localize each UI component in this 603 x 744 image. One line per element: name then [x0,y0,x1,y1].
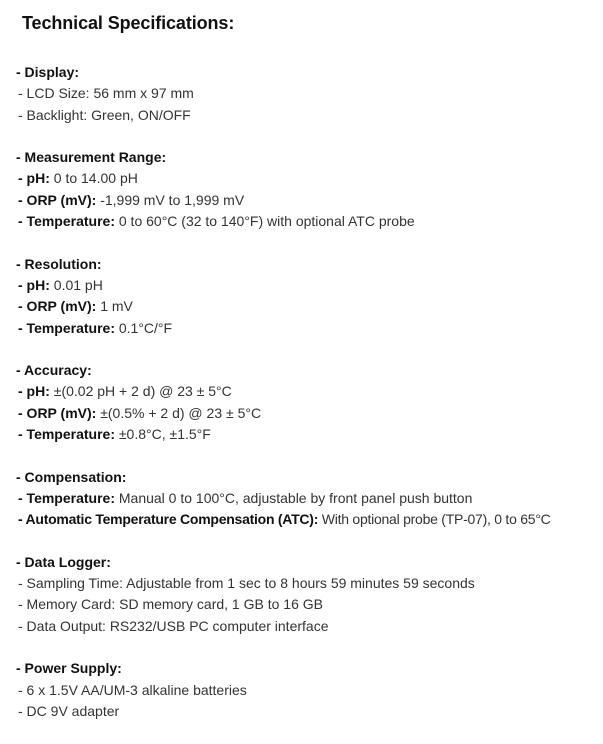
spec-item [16,275,601,296]
spec-value: - Memory Card: SD memory card, 1 GB to 16 GB [18,596,323,613]
spec-item [16,83,601,104]
section-power-supply [16,658,601,722]
page-title: Technical Specifications: [22,13,235,33]
section-heading: - Accuracy: [16,362,92,379]
spec-value: - Data Output: RS232/USB PC computer interface [18,617,329,634]
spec-item [16,573,601,594]
section-heading: - Power Supply: [16,660,122,677]
spec-label: - Temperature: [18,426,115,443]
spec-value: ±(0.5% + 2 d) @ 23 ± 5°C [96,404,262,421]
spec-item [16,488,601,509]
spec-label: - Automatic Temperature Compensation (ATC): [18,511,319,528]
section-heading: - Resolution: [16,255,102,272]
spec-value: - 6 x 1.5V AA/UM-3 alkaline batteries [18,681,247,698]
spec-item [16,616,601,637]
spec-label: - Temperature: [18,213,115,230]
spec-item [16,211,601,232]
spec-value: With optional probe (TP-07), 0 to 65°C [318,511,551,528]
section-measurement-range [16,147,601,232]
spec-label: - ORP (mV): [18,404,97,421]
spec-item [16,424,601,445]
spec-label: - Temperature: [18,319,115,336]
spec-label: - Temperature: [18,489,115,506]
section-compensation [16,467,601,531]
spec-item [16,594,601,615]
spec-value: - LCD Size: 56 mm x 97 mm [18,85,194,102]
spec-label: - pH: [18,383,50,400]
spec-value: 0 to 14.00 pH [49,170,138,187]
spec-item [16,296,601,317]
section-heading: - Measurement Range: [16,149,167,166]
spec-label: - ORP (mV): [18,191,97,208]
spec-label: - ORP (mV): [18,298,97,315]
spec-label: - pH: [18,170,50,187]
spec-value: - DC 9V adapter [18,702,120,719]
section-heading: - Data Logger: [16,553,111,570]
spec-value: Manual 0 to 100°C, adjustable by front panel push button [114,489,473,506]
spec-item [16,381,601,402]
section-data-logger [16,552,601,637]
spec-item [16,680,601,701]
section-accuracy [16,360,601,445]
spec-value: 1 mV [96,298,133,315]
spec-value: ±(0.02 pH + 2 d) @ 23 ± 5°C [49,383,232,400]
spec-label: - pH: [18,276,50,293]
spec-item [16,105,601,126]
spec-value: 0 to 60°C (32 to 140°F) with optional ATC probe [114,213,415,230]
spec-item [16,190,601,211]
spec-item [16,318,601,339]
spec-value: ±0.8°C, ±1.5°F [114,426,211,443]
spec-sections [16,62,601,744]
spec-value: 0.01 pH [49,276,103,293]
spec-value: - Sampling Time: Adjustable from 1 sec to 8 hours 59 minutes 59 seconds [18,575,475,592]
spec-item [16,168,601,189]
section-heading: - Compensation: [16,468,127,485]
spec-item [16,509,601,530]
spec-item [16,701,601,722]
spec-item [16,403,601,424]
section-heading: - Display: [16,64,80,80]
section-resolution [16,254,601,339]
spec-value: -1,999 mV to 1,999 mV [96,191,245,208]
section-display [16,62,601,126]
spec-value: - Backlight: Green, ON/OFF [18,106,191,123]
spec-value: 0.1°C/°F [114,319,173,336]
